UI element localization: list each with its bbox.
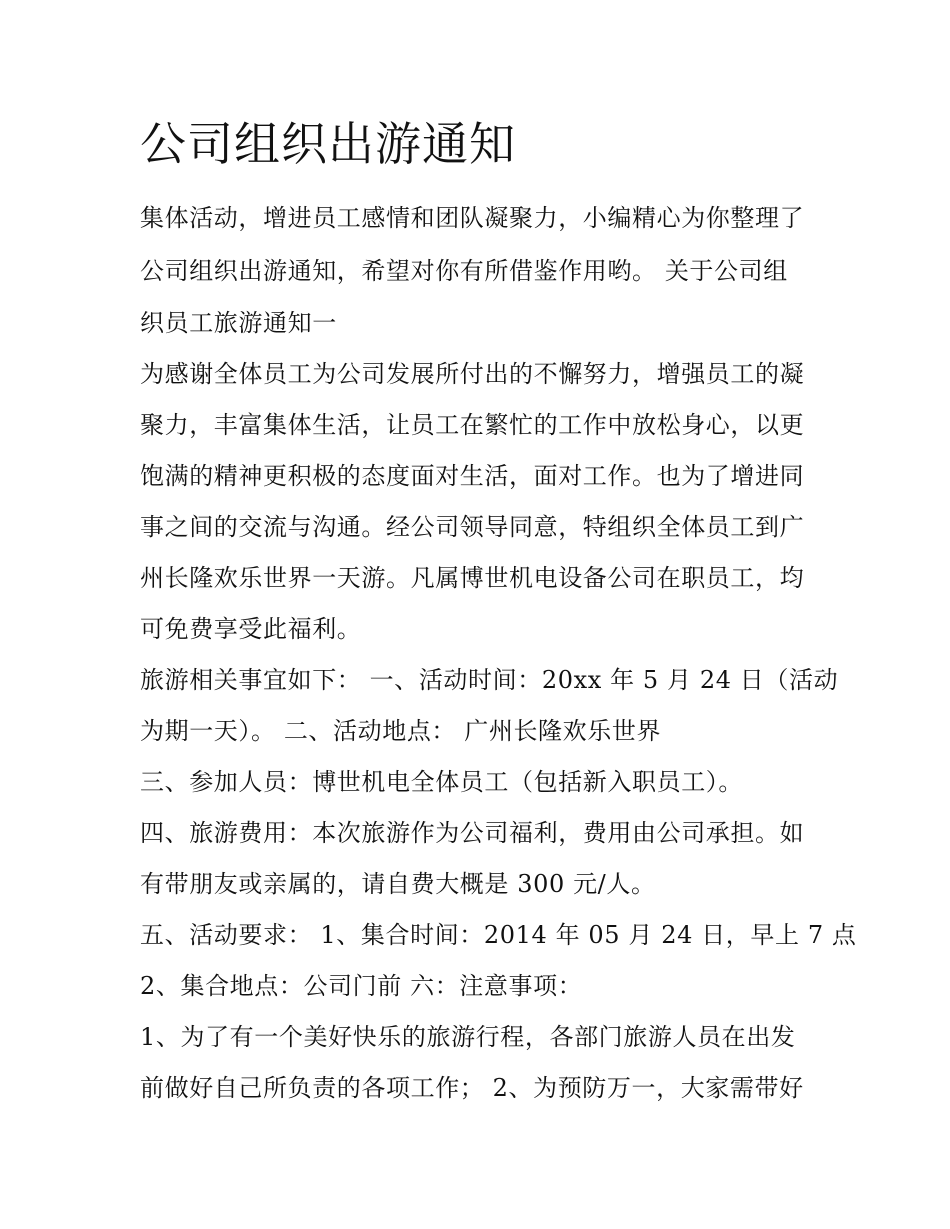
text-line: 事之间的交流与沟通。经公司领导同意，特组织全体员工到广 bbox=[140, 513, 805, 541]
text-line: 1、为了有一个美好快乐的旅游行程，各部门旅游人员在出发 bbox=[140, 1023, 796, 1051]
text-line: 有带朋友或亲属的，请自费大概是 300 元/人。 bbox=[140, 870, 656, 898]
text-line: 聚力，丰富集体生活，让员工在繁忙的工作中放松身心，以更 bbox=[140, 411, 805, 439]
text-line: 四、旅游费用：本次旅游作为公司福利，费用由公司承担。如 bbox=[140, 819, 805, 847]
text-line: 旅游相关事宜如下： 一、活动时间：20xx 年 5 月 24 日（活动 bbox=[140, 666, 839, 694]
text-line: 三、参加人员：博世机电全体员工（包括新入职员工）。 bbox=[140, 768, 743, 796]
text-line: 可免费享受此福利。 bbox=[140, 615, 362, 643]
text-line: 集体活动，增进员工感情和团队凝聚力，小编精心为你整理了 bbox=[140, 204, 805, 232]
text-line: 州长隆欢乐世界一天游。凡属博世机电设备公司在职员工，均 bbox=[140, 564, 805, 592]
text-line: 五、活动要求： 1、集合时间：2014 年 05 月 24 日，早上 7 点 bbox=[140, 921, 857, 949]
text-line: 前做好自己所负责的各项工作； 2、为预防万一，大家需带好 bbox=[140, 1074, 804, 1102]
text-line: 织员工旅游通知一 bbox=[140, 309, 337, 337]
text-line: 公司组织出游通知，希望对你有所借鉴作用哟。 关于公司组 bbox=[140, 257, 788, 285]
text-line: 为期一天）。 二、活动地点： 广州长隆欢乐世界 bbox=[140, 717, 662, 745]
text-line: 为感谢全体员工为公司发展所付出的不懈努力，增强员工的凝 bbox=[140, 360, 805, 388]
page-title: 公司组织出游通知 bbox=[140, 117, 516, 171]
text-line: 饱满的精神更积极的态度面对生活，面对工作。也为了增进同 bbox=[140, 462, 805, 490]
text-line: 2、集合地点：公司门前 六：注意事项： bbox=[140, 972, 583, 1000]
